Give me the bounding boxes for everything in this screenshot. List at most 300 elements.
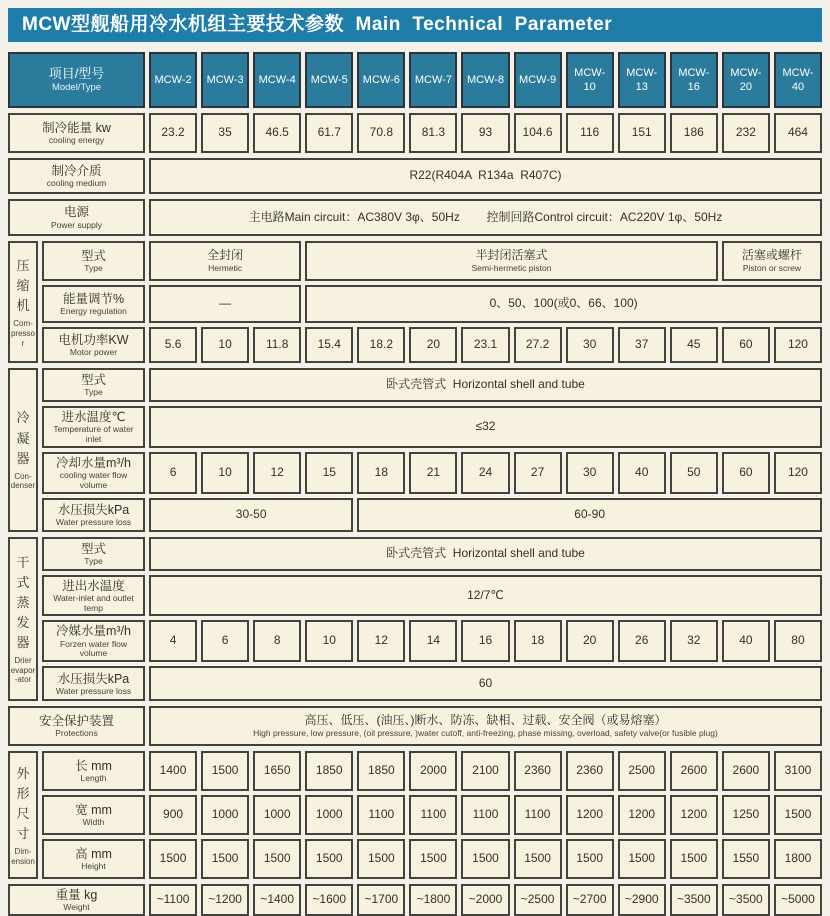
model-column-header	[409, 52, 457, 108]
value-cell	[461, 839, 509, 879]
cell-text: —	[219, 296, 232, 311]
value-cell	[201, 751, 249, 791]
cell-text: 93	[478, 125, 493, 140]
value-cell	[722, 113, 770, 153]
model-name: MCW-9	[519, 73, 557, 86]
cell-text: ~1700	[364, 892, 399, 907]
value-cell	[149, 706, 822, 746]
cell-text: ~5000	[781, 892, 815, 907]
cell-text: 1500	[367, 851, 395, 866]
value-cell	[670, 795, 718, 835]
cell-text: 16	[478, 633, 493, 648]
value-cell	[514, 113, 562, 153]
value-cell	[149, 452, 197, 494]
models-header-cell	[8, 52, 145, 108]
section-label-zh: 冷凝器	[16, 410, 30, 466]
row-label-en: Length	[80, 773, 107, 784]
value-cell	[774, 751, 822, 791]
cell-text: ~2000	[468, 892, 503, 907]
cell-text: 24	[478, 464, 493, 479]
cell-text: 40	[635, 464, 649, 479]
value-cell	[149, 666, 822, 701]
cell-text: ~2500	[520, 892, 555, 907]
cell-text: 23.2	[161, 125, 185, 140]
value-cell	[514, 620, 562, 662]
header-label-en: Model/Type	[51, 81, 102, 93]
cell-text: 1400	[159, 763, 187, 778]
value-cell	[201, 452, 249, 494]
value-cell	[514, 751, 562, 791]
value-cell	[149, 199, 822, 236]
row-label-en: Height	[81, 861, 106, 872]
cell-text: 活塞或螺杆	[741, 248, 802, 263]
row-label-zh: 高 mm	[75, 847, 112, 862]
row-label-en: Temperature of water inlet	[53, 424, 137, 445]
cell-text: 2600	[680, 763, 708, 778]
section-label	[8, 751, 38, 879]
row-label-en: cooling water flow volume	[59, 470, 130, 490]
row-label-zh: 重量 kg	[55, 888, 98, 903]
value-cell	[357, 327, 405, 363]
cell-text: 1500	[315, 851, 343, 866]
value-cell	[149, 113, 197, 153]
cell-text: 1500	[472, 851, 499, 866]
cell-text: 20	[426, 337, 441, 352]
value-cell	[201, 620, 249, 662]
model-name: MCW-6	[362, 73, 400, 86]
value-cell	[566, 795, 614, 835]
cell-text: 12	[374, 633, 389, 648]
value-cell	[149, 884, 197, 916]
cell-text: ~2900	[624, 892, 659, 907]
section-label	[8, 368, 38, 532]
cell-text: 61.7	[317, 125, 341, 140]
value-cell	[566, 884, 614, 916]
cell-text: 151	[631, 125, 652, 140]
value-cell	[305, 241, 718, 281]
model-column-header	[149, 52, 197, 108]
value-cell	[305, 620, 353, 662]
section-label-en: Com-pressor	[10, 319, 35, 348]
row-label-en: Water-inlet and outlet temp	[53, 592, 137, 613]
row-label	[42, 452, 145, 494]
value-cell	[149, 406, 822, 448]
value-cell	[305, 285, 822, 323]
value-cell	[566, 113, 614, 153]
cell-text: 1500	[211, 851, 239, 866]
cell-text: 1800	[784, 851, 812, 866]
cell-text: 120	[787, 337, 808, 352]
value-cell	[461, 884, 509, 916]
cell-text: 11.8	[265, 337, 289, 352]
value-cell	[566, 751, 614, 791]
value-cell	[514, 795, 562, 835]
cell-text: 18	[530, 633, 545, 648]
cell-text: ≤32	[475, 419, 496, 434]
cell-text: 80	[791, 633, 805, 648]
cell-text: 1100	[420, 807, 447, 822]
value-cell	[357, 498, 822, 532]
row-label	[42, 368, 145, 402]
value-cell	[461, 751, 509, 791]
value-cell	[149, 498, 353, 532]
value-cell	[774, 327, 822, 363]
model-name: MCW-40	[782, 66, 814, 93]
value-cell	[357, 751, 405, 791]
row-label	[8, 158, 145, 194]
cell-text: 半封闭活塞式	[475, 248, 548, 263]
value-cell	[722, 452, 770, 494]
cell-text: 1500	[524, 851, 551, 866]
cell-text: ~1600	[312, 892, 347, 907]
row-label-en: Type	[84, 263, 103, 274]
row-label	[8, 199, 145, 236]
cell-text: 116	[580, 125, 600, 140]
cell-text: 70.8	[369, 125, 394, 140]
cell-text: 4	[169, 633, 177, 648]
row-label-zh: 宽 mm	[75, 803, 112, 818]
row-label-zh: 进水温度℃	[61, 410, 126, 424]
value-cell	[149, 839, 197, 879]
row-label-zh: 安全保护装置	[38, 714, 114, 729]
cell-text: 主电路Main circuit：AC380V 3φ、50Hz 控制回路Control circuit：AC220V 1φ、50Hz	[248, 209, 723, 224]
model-name: MCW-4	[258, 73, 296, 86]
row-label-en: Forzen water flow volume	[59, 638, 130, 659]
page-title: MCW型舰船用冷水机组主要技术参数 Main Technical Parameter	[8, 8, 822, 42]
row-label-en: Protections	[55, 728, 98, 739]
model-column-header	[357, 52, 405, 108]
cell-text: 21	[426, 464, 441, 479]
row-label-en: Water pressure loss	[55, 516, 132, 527]
table-block	[8, 113, 822, 153]
cell-text: 1100	[472, 807, 499, 822]
row-label-zh: 水压损失kPa	[57, 502, 130, 517]
row-label	[42, 620, 145, 662]
cell-text: 45	[687, 337, 701, 352]
value-cell	[305, 839, 353, 879]
table-block	[8, 884, 822, 916]
value-cell	[201, 795, 249, 835]
value-cell	[201, 839, 249, 879]
model-name: MCW-7	[414, 73, 452, 86]
cell-text: ~1400	[260, 892, 295, 907]
cell-text: 1500	[784, 807, 812, 822]
cell-subtext: Semi-hermetic piston	[471, 262, 552, 273]
row-label	[42, 839, 145, 879]
value-cell	[774, 452, 822, 494]
cell-text: 20	[582, 633, 597, 648]
cell-text: 1500	[420, 851, 447, 866]
model-column-header	[514, 52, 562, 108]
model-name: MCW-10	[574, 66, 606, 93]
model-name: MCW-3	[206, 73, 244, 86]
row-label-en: cooling medium	[46, 178, 107, 189]
value-cell	[670, 751, 718, 791]
section-label-en: Dim-ension	[11, 847, 35, 866]
value-cell	[253, 751, 301, 791]
row-label	[42, 406, 145, 448]
value-cell	[514, 884, 562, 916]
value-cell	[566, 452, 614, 494]
cell-text: 60	[739, 337, 753, 352]
model-column-header	[201, 52, 249, 108]
value-cell	[409, 795, 457, 835]
cell-text: 2600	[732, 763, 760, 778]
row-label-en: Power supply	[50, 219, 103, 230]
value-cell	[670, 113, 718, 153]
model-column-header	[566, 52, 614, 108]
value-cell	[722, 327, 770, 363]
row-label-en: cooling energy	[48, 135, 105, 146]
model-name: MCW-2	[154, 73, 192, 86]
cell-text: 30-50	[235, 506, 267, 521]
cell-text: R22(R404A R134a R407C)	[409, 168, 562, 183]
cell-text: 2360	[524, 763, 551, 778]
value-cell	[149, 537, 822, 571]
cell-text: 10	[218, 337, 232, 352]
table-block	[8, 158, 822, 194]
value-cell	[253, 620, 301, 662]
value-cell	[357, 620, 405, 662]
cell-subtext: Hermetic	[208, 262, 243, 273]
row-label-zh: 型式	[80, 372, 106, 387]
cell-text: 900	[163, 807, 184, 822]
row-label-en: Type	[84, 387, 103, 398]
model-name: MCW-13	[626, 66, 658, 93]
row-label	[42, 241, 145, 281]
value-cell	[357, 113, 405, 153]
cell-text: 30	[582, 337, 597, 352]
cell-text: 60-90	[574, 506, 605, 521]
cell-text: 8	[273, 633, 281, 648]
value-cell	[409, 839, 457, 879]
value-cell	[149, 285, 301, 323]
cell-text: 46.5	[265, 125, 289, 140]
value-cell	[305, 751, 353, 791]
cell-text: 232	[735, 125, 756, 140]
value-cell	[461, 452, 509, 494]
row-label-zh: 进出水温度	[62, 578, 125, 593]
table-block	[8, 241, 822, 363]
cell-text: 60	[739, 464, 753, 479]
cell-text: 27	[530, 464, 545, 479]
cell-subtext: Piston or screw	[742, 262, 801, 273]
row-label	[42, 666, 145, 701]
value-cell	[253, 795, 301, 835]
value-cell	[722, 839, 770, 879]
row-label-zh: 能量调节%	[62, 291, 125, 306]
cell-text: 2360	[576, 763, 603, 778]
value-cell	[774, 795, 822, 835]
row-label	[8, 113, 145, 153]
value-cell	[514, 839, 562, 879]
value-cell	[149, 620, 197, 662]
cell-text: 12/7℃	[467, 587, 504, 602]
cell-text: ~1200	[208, 892, 242, 907]
row-label-en: Energy regulation	[60, 306, 127, 317]
value-cell	[461, 620, 509, 662]
value-cell	[618, 839, 666, 879]
cell-text: 18	[374, 464, 389, 479]
table-block	[8, 368, 822, 532]
cell-text: 1200	[576, 807, 603, 822]
cell-text: 1850	[367, 763, 395, 778]
cell-text: 1200	[628, 807, 656, 822]
value-cell	[357, 884, 405, 916]
value-cell	[670, 327, 718, 363]
value-cell	[357, 452, 405, 494]
cell-text: 1500	[680, 851, 708, 866]
value-cell	[409, 620, 457, 662]
cell-text: 1100	[524, 807, 551, 822]
value-cell	[774, 884, 822, 916]
cell-text: 15.4	[317, 337, 341, 352]
value-cell	[305, 452, 353, 494]
cell-text: 6	[221, 633, 229, 648]
cell-text: 卧式壳管式 Horizontal shell and tube	[386, 377, 585, 392]
cell-text: 高压、低压、(油压、)断水、防冻、缺相、过载、安全阀（或易熔塞）	[304, 713, 667, 728]
cell-text: 5.6	[164, 337, 182, 352]
section-label	[8, 241, 38, 363]
cell-text: 卧式壳管式 Horizontal shell and tube	[386, 545, 585, 560]
model-name: MCW-8	[466, 73, 505, 86]
value-cell	[566, 327, 614, 363]
table-block	[8, 706, 822, 746]
value-cell	[514, 452, 562, 494]
model-column-header	[618, 52, 666, 108]
value-cell	[201, 113, 249, 153]
cell-subtext: High pressure, low pressure, (oil pressure, )water cutoff, anti-freezing, phase missing, overload, safety valve(or fusible plug)	[253, 728, 718, 739]
model-name: MCW-20	[730, 66, 762, 93]
cell-text: 3100	[784, 763, 812, 778]
cell-text: 1500	[628, 851, 656, 866]
cell-text: 1650	[263, 763, 291, 778]
cell-text: ~3500	[676, 892, 711, 907]
value-cell	[618, 884, 666, 916]
cell-text: 0、50、100(或0、66、100)	[489, 296, 638, 311]
cell-text: 10	[322, 633, 336, 648]
value-cell	[670, 884, 718, 916]
table-block	[8, 199, 822, 236]
cell-text: 1200	[680, 807, 708, 822]
value-cell	[774, 839, 822, 879]
row-label	[42, 537, 145, 571]
model-column-header	[253, 52, 301, 108]
value-cell	[253, 327, 301, 363]
value-cell	[409, 751, 457, 791]
cell-text: 26	[635, 633, 649, 648]
value-cell	[566, 620, 614, 662]
value-cell	[670, 620, 718, 662]
row-label	[8, 884, 145, 916]
cell-text: 1500	[576, 851, 603, 866]
cell-text: 1500	[159, 851, 187, 866]
header-label-zh: 项目/型号	[48, 66, 105, 82]
row-label	[42, 285, 145, 323]
row-label	[42, 795, 145, 835]
cell-text: 1000	[315, 807, 343, 822]
cell-text: 60	[478, 675, 493, 690]
value-cell	[149, 795, 197, 835]
value-cell	[722, 241, 822, 281]
value-cell	[201, 884, 249, 916]
model-column-header	[774, 52, 822, 108]
row-label-zh: 长 mm	[75, 759, 112, 774]
cell-text: 32	[687, 633, 701, 648]
value-cell	[357, 839, 405, 879]
value-cell	[618, 113, 666, 153]
value-cell	[253, 452, 301, 494]
cell-text: 2100	[472, 763, 499, 778]
value-cell	[305, 884, 353, 916]
value-cell	[149, 575, 822, 617]
row-label-en: Type	[84, 555, 103, 566]
row-label-en: Water pressure loss	[55, 685, 132, 696]
value-cell	[253, 113, 301, 153]
table-block	[8, 537, 822, 702]
row-label-en: Width	[82, 817, 105, 828]
cell-text: 12	[270, 464, 284, 479]
row-label	[42, 498, 145, 532]
value-cell	[201, 327, 249, 363]
model-header-row	[8, 52, 822, 108]
section-label-zh: 干式蒸发器	[16, 554, 30, 651]
value-cell	[670, 452, 718, 494]
model-name: MCW-5	[310, 73, 348, 86]
value-cell	[149, 327, 197, 363]
row-label-zh: 制冷介质	[51, 163, 102, 178]
cell-text: 1000	[211, 807, 239, 822]
cell-text: 15	[322, 464, 336, 479]
cell-text: 30	[582, 464, 597, 479]
value-cell	[409, 452, 457, 494]
model-column-header	[670, 52, 718, 108]
cell-text: 23.1	[473, 337, 498, 352]
value-cell	[722, 751, 770, 791]
row-label-zh: 型式	[80, 248, 106, 263]
row-label-zh: 冷媒水量m³/h	[55, 624, 131, 639]
spec-table	[8, 52, 822, 916]
cell-text: 186	[683, 125, 704, 140]
cell-text: 10	[218, 464, 232, 479]
row-label-zh: 电机功率KW	[58, 332, 129, 347]
cell-text: 1000	[263, 807, 291, 822]
row-label	[42, 327, 145, 363]
cell-text: 464	[787, 125, 808, 140]
value-cell	[409, 327, 457, 363]
cell-text: 120	[787, 464, 808, 479]
value-cell	[149, 241, 301, 281]
value-cell	[670, 839, 718, 879]
cell-text: 1250	[732, 807, 760, 822]
section-label-en: Drier evapor-ator	[10, 656, 36, 685]
value-cell	[722, 795, 770, 835]
row-label-en: Weight	[63, 902, 90, 913]
cell-text: 37	[635, 337, 649, 352]
row-label-zh: 型式	[80, 541, 106, 556]
value-cell	[618, 327, 666, 363]
value-cell	[409, 884, 457, 916]
cell-text: 2500	[628, 763, 656, 778]
cell-text: 1550	[732, 851, 760, 866]
value-cell	[618, 795, 666, 835]
cell-text: 全封闭	[207, 248, 244, 263]
cell-text: 104.6	[522, 125, 553, 140]
section-label	[8, 537, 38, 702]
row-label-zh: 水压损失kPa	[57, 671, 130, 686]
value-cell	[305, 795, 353, 835]
value-cell	[461, 113, 509, 153]
